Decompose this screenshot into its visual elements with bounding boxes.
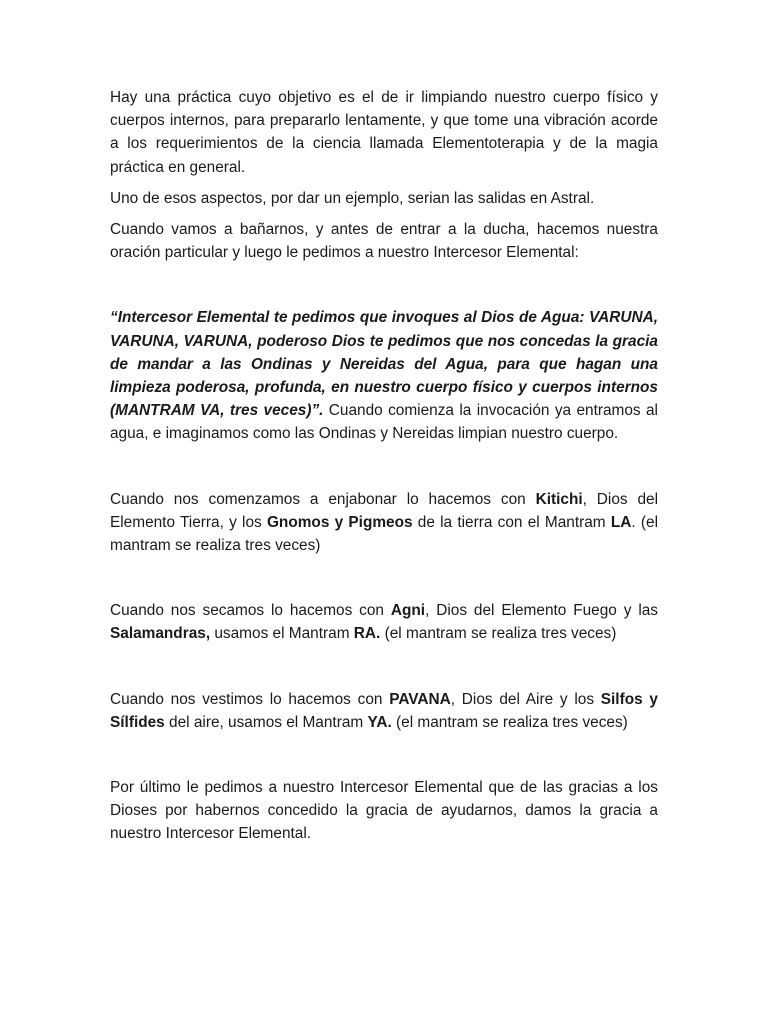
paragraph-air-element [110, 688, 658, 734]
earth-mantram: LA [610, 513, 632, 531]
air-god-name: PAVANA [389, 690, 451, 708]
earth-god-name: Kitichi [535, 490, 583, 508]
paragraph-astral-example: Uno de esos aspectos, por dar un ejemplo, serian las salidas en Astral. [110, 189, 595, 207]
fire-text-1: Cuando nos secamos lo hacemos con [110, 602, 391, 620]
earth-text-2: , Dios del Elemento Tierra, y los [110, 490, 658, 531]
fire-mantram: RA. [353, 625, 381, 643]
earth-beings: Gnomos y Pigmeos [266, 513, 413, 531]
paragraph-intro: Hay una práctica cuyo objetivo es el de ir limpiando nuestro cuerpo físico y cuerpos internos, para prepararlo lentamente, y que tome una vibración acorde a los requerimientos de la ciencia llamada Elementoterapia y de la magia práctica en general. [110, 89, 658, 176]
fire-text-3: usamos el Mantram [210, 625, 354, 643]
fire-god-name: Agni [390, 602, 426, 620]
air-text-1: Cuando nos vestimos lo hacemos con [110, 690, 390, 708]
invocation-continuation: Cuando comienza la invocación ya entramos al agua, e imaginamos como las Ondinas y Nereidas limpian nuestro cuerpo. [110, 402, 658, 443]
paragraph-shower-prayer: Cuando vamos a bañarnos, y antes de entrar a la ducha, hacemos nuestra oración particular y luego le pedimos a nuestro Intercesor Elemental: [110, 221, 658, 262]
invocation-text: “Intercesor Elemental te pedimos que invoques al Dios de Agua: VARUNA, VARUNA, VARUNA, poderoso Dios te pedimos que nos concedas la gracia de mandar a las Ondinas y Nereidas del Agua, para que hagan una limpieza poderosa, profunda, en nuestro cuerpo físico y cuerpos internos (MANTRAM VA, tres veces)”. [110, 309, 658, 420]
earth-text-3: de la tierra con el Mantram [412, 513, 611, 531]
fire-text-2: , Dios del Elemento Fuego y las [425, 602, 658, 620]
earth-text-4: . (el mantram se realiza tres veces) [110, 513, 659, 555]
earth-text-1: Cuando nos comenzamos a enjabonar lo hacemos con [110, 490, 536, 508]
air-text-3: del aire, usamos el Mantram [164, 713, 368, 731]
fire-beings: Salamandras, [110, 625, 211, 643]
paragraph-water-invocation [110, 306, 658, 445]
fire-text-4: (el mantram se realiza tres veces) [380, 625, 617, 643]
paragraph-fire-element [110, 599, 658, 645]
document-body [110, 86, 658, 846]
air-mantram: YA. [367, 713, 392, 731]
paragraph-closing-gratitude: Por último le pedimos a nuestro Intercesor Elemental que de las gracias a los Dioses por habernos concedido la gracia de ayudarnos, damos la gracia a nuestro Intercesor Elemental. [110, 779, 658, 843]
air-text-4: (el mantram se realiza tres veces) [391, 713, 628, 731]
paragraph-earth-element [110, 488, 658, 558]
air-text-2: , Dios del Aire y los [450, 690, 601, 708]
air-beings: Silfos y Sílfides [110, 690, 658, 731]
